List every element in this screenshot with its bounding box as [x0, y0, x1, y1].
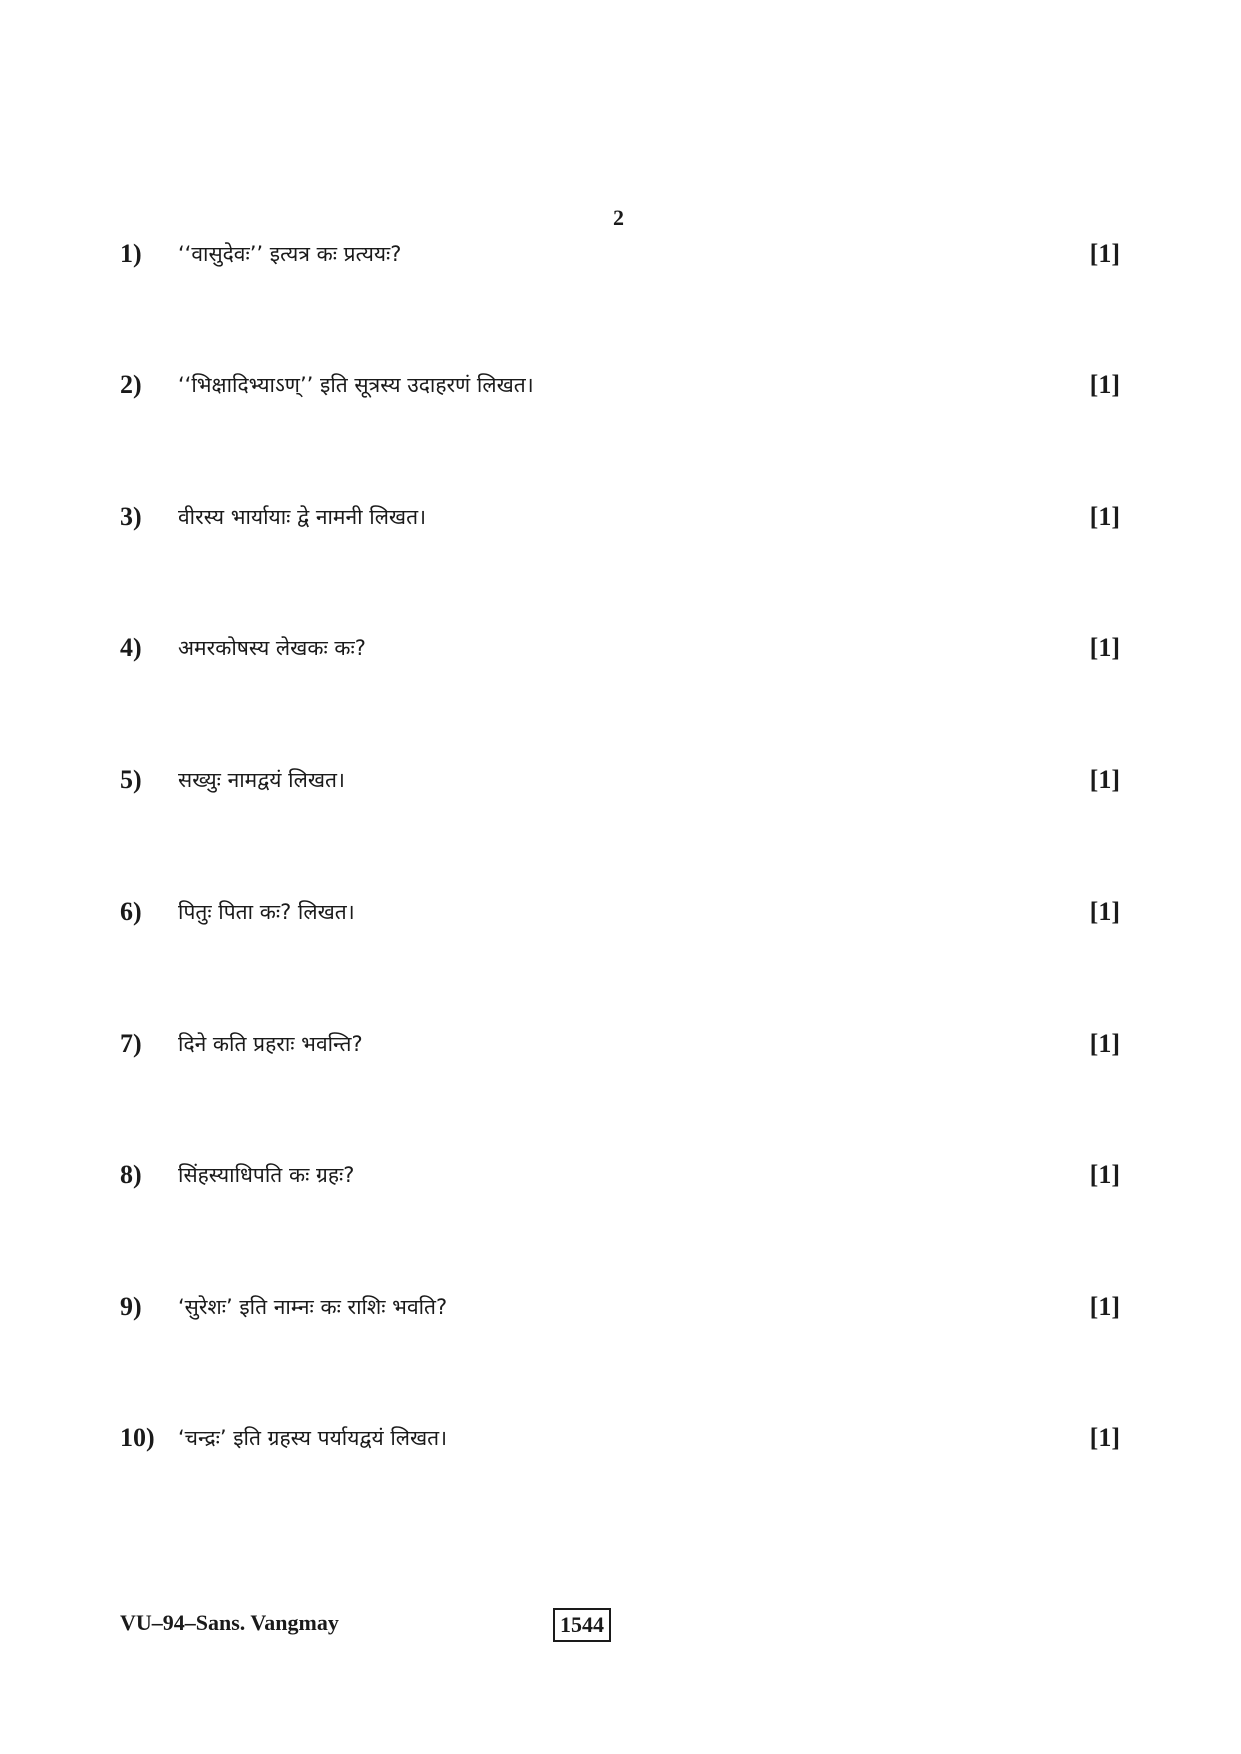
question-item [120, 892, 1120, 932]
question-text: सख्युः नामद्वयं लिखत। [178, 768, 345, 792]
footer-paper-code: VU–94–Sans. Vangmay [120, 1610, 339, 1635]
question-item [120, 1418, 1120, 1458]
question-marks: [1] [1089, 765, 1120, 794]
question-marks: [1] [1089, 633, 1120, 662]
question-text: ‘‘वासुदेवः’’ इत्यत्र कः प्रत्ययः? [178, 242, 402, 266]
question-number: 3) [120, 502, 142, 531]
question-marks: [1] [1089, 370, 1120, 399]
question-number: 2) [120, 370, 142, 399]
question-number: 9) [120, 1292, 142, 1321]
question-text: पितुः पिता कः? लिखत। [178, 900, 355, 924]
question-item [120, 365, 1120, 405]
question-marks: [1] [1089, 1029, 1120, 1058]
question-item [120, 234, 1120, 274]
question-number: 7) [120, 1029, 142, 1058]
question-marks: [1] [1089, 1160, 1120, 1189]
question-item [120, 497, 1120, 537]
question-marks: [1] [1089, 239, 1120, 268]
question-text: ‘‘भिक्षादिभ्याऽण्’’ इति सूत्रस्य उदाहरणं लिखत। [178, 373, 534, 397]
question-marks: [1] [1089, 502, 1120, 531]
question-number: 4) [120, 633, 142, 662]
question-text: ‘चन्द्रः’ इति ग्रहस्य पर्यायद्वयं लिखत। [178, 1426, 448, 1450]
question-marks: [1] [1089, 1292, 1120, 1321]
question-number: 8) [120, 1160, 142, 1189]
question-text: सिंहस्याधिपति कः ग्रहः? [178, 1163, 355, 1187]
question-marks: [1] [1089, 897, 1120, 926]
footer-paper-number: 1544 [553, 1608, 611, 1642]
question-marks: [1] [1089, 1423, 1120, 1452]
question-item [120, 760, 1120, 800]
question-number: 6) [120, 897, 142, 926]
question-text: अमरकोषस्य लेखकः कः? [178, 636, 366, 660]
question-number: 1) [120, 239, 142, 268]
question-item [120, 1024, 1120, 1064]
question-item [120, 1155, 1120, 1195]
question-number: 5) [120, 765, 142, 794]
question-text: दिने कति प्रहराः भवन्ति? [178, 1032, 363, 1056]
page-number: 2 [613, 205, 624, 230]
question-item [120, 1287, 1120, 1327]
question-text: वीरस्य भार्यायाः द्वे नामनी लिखत। [178, 505, 427, 529]
question-text: ‘सुरेशः’ इति नाम्नः कः राशिः भवति? [178, 1295, 448, 1319]
question-item [120, 628, 1120, 668]
question-number: 10) [120, 1423, 155, 1452]
